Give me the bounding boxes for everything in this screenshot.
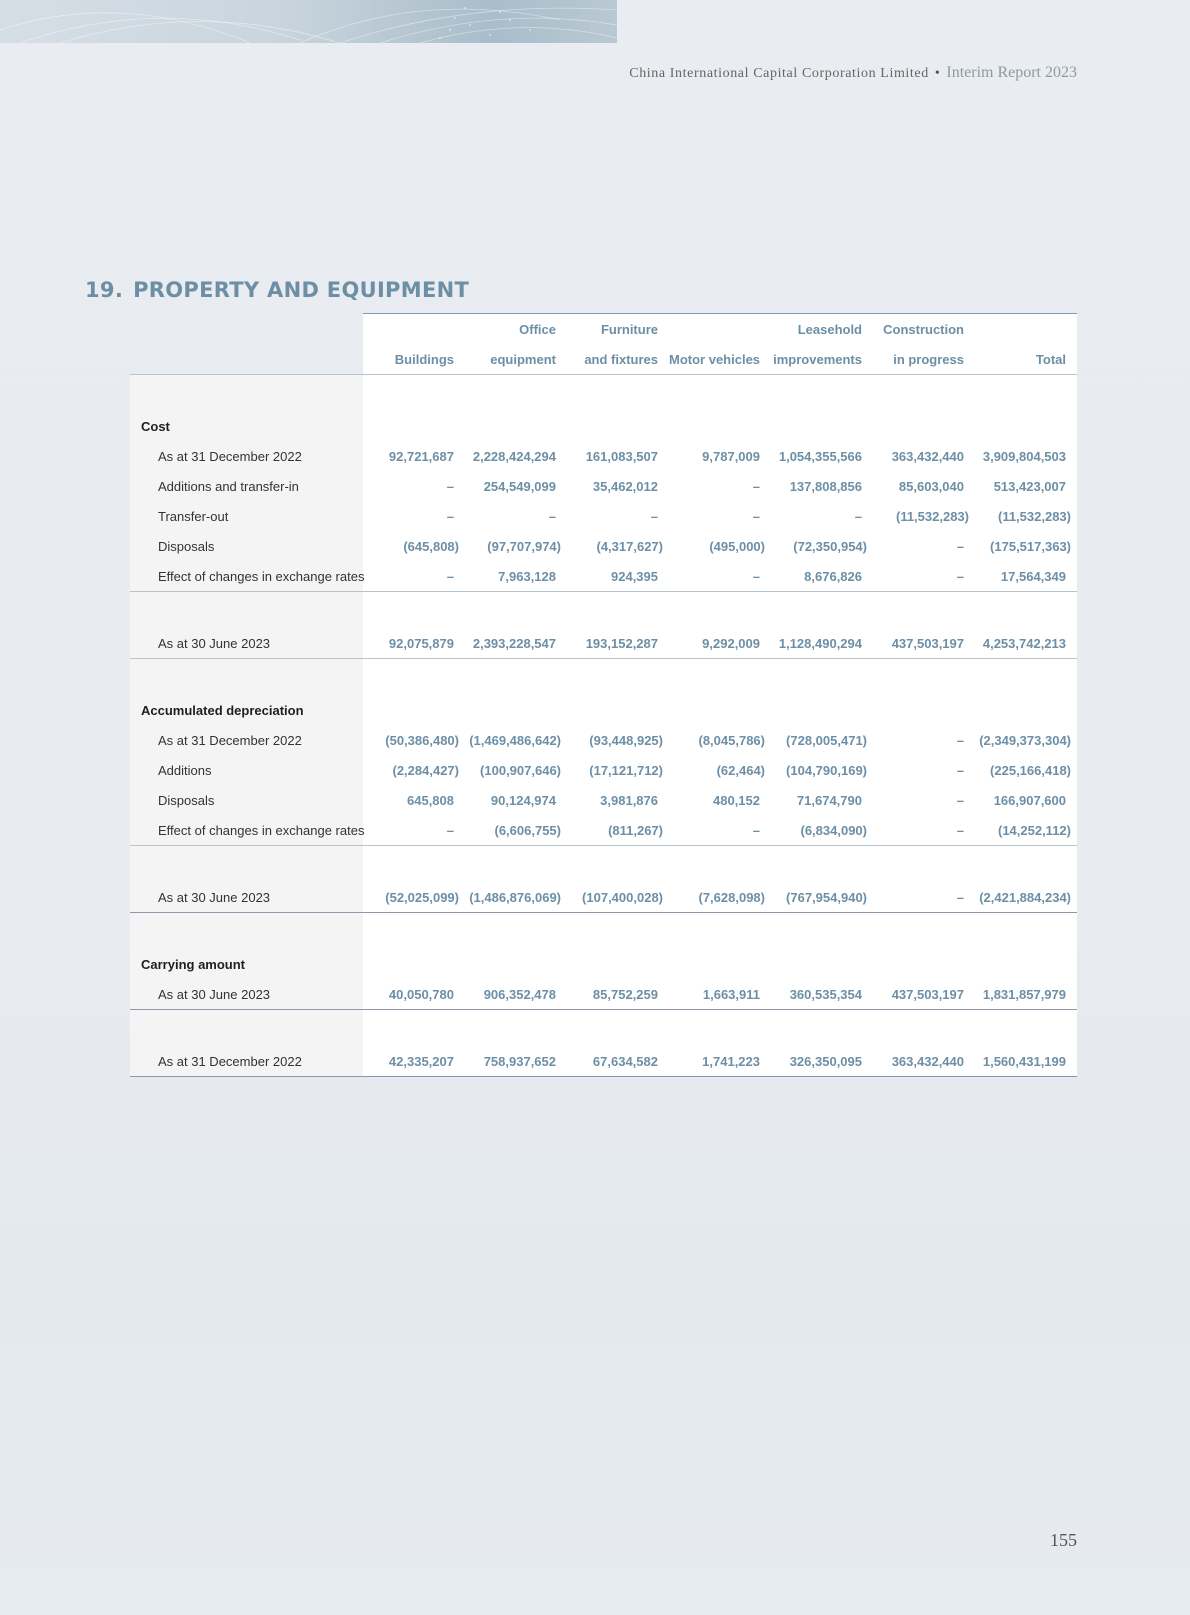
table-row: [130, 725, 1077, 755]
table-cell: (1,486,876,069): [465, 882, 567, 913]
table-row: [130, 1046, 1077, 1077]
table-cell: 9,787,009: [669, 441, 771, 471]
table-cell: 17,564,349: [975, 561, 1077, 592]
table-cell: (100,907,646): [465, 755, 567, 785]
table-cell: 92,721,687: [363, 441, 465, 471]
report-name: Interim Report 2023: [946, 64, 1077, 81]
row-label: Disposals: [130, 531, 363, 561]
spacer-row: [130, 1010, 1077, 1047]
table-cell: (11,532,283): [975, 501, 1077, 531]
table-row: [130, 531, 1077, 561]
table-cell: (97,707,974): [465, 531, 567, 561]
table-cell: (52,025,099): [363, 882, 465, 913]
table-row: [130, 815, 1077, 846]
table-cell: –: [567, 501, 669, 531]
table-cell: 3,981,876: [567, 785, 669, 815]
table-cell: 758,937,652: [465, 1046, 567, 1077]
table-row: [130, 785, 1077, 815]
table-cell: 8,676,826: [771, 561, 873, 592]
table-cell: 1,054,355,566: [771, 441, 873, 471]
row-label: As at 30 June 2023: [130, 628, 363, 659]
column-header-row-2: [130, 344, 1077, 375]
spacer-row: [130, 913, 1077, 950]
table-cell: 480,152: [669, 785, 771, 815]
table-cell: (645,808): [363, 531, 465, 561]
table-cell: –: [669, 501, 771, 531]
table-cell: 7,963,128: [465, 561, 567, 592]
table-row: [130, 501, 1077, 531]
table-cell: (495,000): [669, 531, 771, 561]
table-cell: (1,469,486,642): [465, 725, 567, 755]
table-cell: –: [669, 815, 771, 846]
table-cell: (50,386,480): [363, 725, 465, 755]
table-cell: –: [873, 531, 975, 561]
column-header: Office: [465, 314, 567, 345]
table-cell: 193,152,287: [567, 628, 669, 659]
table-cell: 85,752,259: [567, 979, 669, 1010]
row-label: Disposals: [130, 785, 363, 815]
table-cell: 906,352,478: [465, 979, 567, 1010]
table-cell: 166,907,600: [975, 785, 1077, 815]
column-header: [130, 314, 363, 345]
table-cell: (767,954,940): [771, 882, 873, 913]
table-cell: (107,400,028): [567, 882, 669, 913]
table-cell: (4,317,627): [567, 531, 669, 561]
table-cell: 645,808: [363, 785, 465, 815]
section-heading-row: [130, 949, 1077, 979]
table-cell: 254,549,099: [465, 471, 567, 501]
table-cell: 1,663,911: [669, 979, 771, 1010]
table-cell: 437,503,197: [873, 628, 975, 659]
table-cell: 513,423,007: [975, 471, 1077, 501]
table-cell: (2,349,373,304): [975, 725, 1077, 755]
table-cell: (14,252,112): [975, 815, 1077, 846]
row-label: As at 30 June 2023: [130, 979, 363, 1010]
table-cell: –: [873, 561, 975, 592]
table-cell: 2,393,228,547: [465, 628, 567, 659]
table-cell: 9,292,009: [669, 628, 771, 659]
table-cell: 90,124,974: [465, 785, 567, 815]
row-label: Transfer-out: [130, 501, 363, 531]
subtotal-row: [130, 882, 1077, 913]
column-header: in progress: [873, 344, 975, 375]
table-cell: 363,432,440: [873, 441, 975, 471]
table-cell: (93,448,925): [567, 725, 669, 755]
header-banner-image: [0, 0, 617, 43]
table-cell: 1,741,223: [669, 1046, 771, 1077]
table-cell: –: [873, 815, 975, 846]
table-cell: 137,808,856: [771, 471, 873, 501]
table-cell: 71,674,790: [771, 785, 873, 815]
subtotal-row: [130, 628, 1077, 659]
column-header: [130, 344, 363, 375]
table-cell: 42,335,207: [363, 1046, 465, 1077]
table-cell: 92,075,879: [363, 628, 465, 659]
column-header: Construction: [873, 314, 975, 345]
table-cell: (2,421,884,234): [975, 882, 1077, 913]
table-cell: –: [873, 882, 975, 913]
table-cell: –: [363, 471, 465, 501]
column-header: Motor vehicles: [669, 344, 771, 375]
header-separator: •: [934, 66, 941, 81]
row-label: Additions and transfer-in: [130, 471, 363, 501]
table-cell: 1,128,490,294: [771, 628, 873, 659]
row-heading: Carrying amount: [130, 949, 363, 979]
table-row: [130, 561, 1077, 592]
table-cell: 35,462,012: [567, 471, 669, 501]
table-cell: 3,909,804,503: [975, 441, 1077, 471]
row-label: Effect of changes in exchange rates: [130, 815, 363, 846]
column-header: improvements: [771, 344, 873, 375]
company-name: China International Capital Corporation Limited: [629, 66, 929, 81]
table-cell: –: [465, 501, 567, 531]
row-heading: Accumulated depreciation: [130, 695, 363, 725]
section-title: [85, 278, 469, 302]
section-heading-row: [130, 695, 1077, 725]
table-cell: (2,284,427): [363, 755, 465, 785]
table-cell: 1,560,431,199: [975, 1046, 1077, 1077]
table-cell: (17,121,712): [567, 755, 669, 785]
section-title-text: PROPERTY AND EQUIPMENT: [133, 278, 470, 302]
table-cell: (6,834,090): [771, 815, 873, 846]
table-cell: 326,350,095: [771, 1046, 873, 1077]
section-heading-row: [130, 411, 1077, 441]
spacer-row: [130, 592, 1077, 629]
table-cell: –: [771, 501, 873, 531]
running-header: [629, 64, 1077, 82]
table-cell: (11,532,283): [873, 501, 975, 531]
column-header: [363, 314, 465, 345]
table-cell: (811,267): [567, 815, 669, 846]
table-row: [130, 979, 1077, 1010]
section-number: 19.: [85, 278, 124, 302]
table-row: [130, 471, 1077, 501]
table-cell: (7,628,098): [669, 882, 771, 913]
spacer-row: [130, 846, 1077, 883]
table-cell: 360,535,354: [771, 979, 873, 1010]
row-label: As at 31 December 2022: [130, 1046, 363, 1077]
page-number: 155: [1050, 1530, 1077, 1550]
spacer-row: [130, 659, 1077, 696]
table-cell: –: [363, 501, 465, 531]
row-label: As at 31 December 2022: [130, 725, 363, 755]
table-cell: (62,464): [669, 755, 771, 785]
row-label: As at 31 December 2022: [130, 441, 363, 471]
table-row: [130, 755, 1077, 785]
table-cell: 2,228,424,294: [465, 441, 567, 471]
table-cell: –: [363, 815, 465, 846]
column-header: equipment: [465, 344, 567, 375]
row-label: As at 30 June 2023: [130, 882, 363, 913]
table-cell: –: [669, 471, 771, 501]
table-cell: 1,831,857,979: [975, 979, 1077, 1010]
table-cell: (728,005,471): [771, 725, 873, 755]
table-cell: (225,166,418): [975, 755, 1077, 785]
column-header: [975, 314, 1077, 345]
table-cell: 4,253,742,213: [975, 628, 1077, 659]
table-cell: (8,045,786): [669, 725, 771, 755]
table-row: [130, 441, 1077, 471]
table-cell: 40,050,780: [363, 979, 465, 1010]
property-equipment-table: [130, 313, 1077, 1077]
table-cell: (72,350,954): [771, 531, 873, 561]
table-cell: 363,432,440: [873, 1046, 975, 1077]
column-header: Total: [975, 344, 1077, 375]
table-cell: 67,634,582: [567, 1046, 669, 1077]
table-cell: 161,083,507: [567, 441, 669, 471]
spacer-row: [130, 375, 1077, 412]
table-cell: –: [873, 725, 975, 755]
table-cell: –: [669, 561, 771, 592]
column-header: [669, 314, 771, 345]
table-cell: (175,517,363): [975, 531, 1077, 561]
column-header: Leasehold: [771, 314, 873, 345]
table-cell: 85,603,040: [873, 471, 975, 501]
table-cell: –: [873, 785, 975, 815]
table-cell: –: [363, 561, 465, 592]
column-header: Buildings: [363, 344, 465, 375]
row-label: Effect of changes in exchange rates: [130, 561, 363, 592]
column-header-row-1: [130, 314, 1077, 345]
table-cell: 924,395: [567, 561, 669, 592]
table-cell: (104,790,169): [771, 755, 873, 785]
column-header: and fixtures: [567, 344, 669, 375]
table-cell: (6,606,755): [465, 815, 567, 846]
table-cell: –: [873, 755, 975, 785]
table-cell: 437,503,197: [873, 979, 975, 1010]
column-header: Furniture: [567, 314, 669, 345]
row-heading: Cost: [130, 411, 363, 441]
row-label: Additions: [130, 755, 363, 785]
